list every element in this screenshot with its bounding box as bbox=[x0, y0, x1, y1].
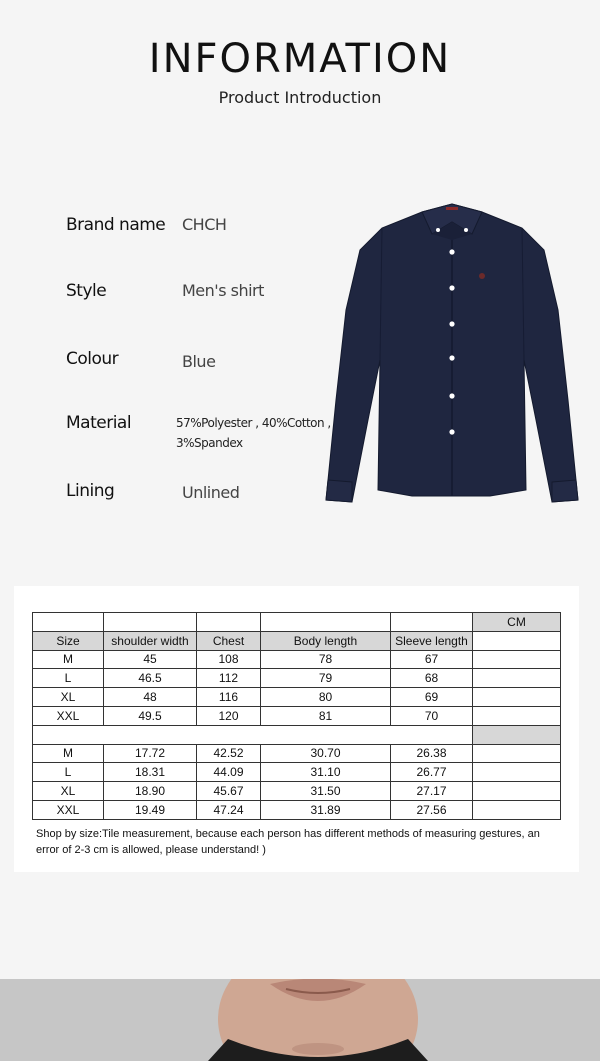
table-cell: 44.09 bbox=[197, 763, 261, 782]
table-cell: 17.72 bbox=[104, 744, 197, 763]
table-cell: XL bbox=[33, 688, 104, 707]
table-cell: 49.5 bbox=[104, 706, 197, 725]
model-face-image bbox=[0, 979, 600, 1061]
table-cell: L bbox=[33, 669, 104, 688]
size-table bbox=[32, 612, 561, 820]
table-cell: XL bbox=[33, 782, 104, 801]
attr-value: 57%Polyester , 40%Cotton , 3%Spandex bbox=[176, 416, 331, 450]
attr-value: Unlined bbox=[182, 483, 240, 502]
table-cell: 26.77 bbox=[391, 763, 473, 782]
table-row bbox=[33, 688, 561, 707]
table-cell: L bbox=[33, 763, 104, 782]
page-title: INFORMATION bbox=[148, 36, 452, 82]
attr-value: CHCH bbox=[182, 215, 227, 234]
size-chart-panel bbox=[14, 586, 579, 872]
measurement-note: Shop by size:Tile measurement, because each person has different methods of measuring gestures, an error of 2-3 cm is allowed, please understand! ) bbox=[36, 828, 540, 856]
table-cell: 18.31 bbox=[104, 763, 197, 782]
table-cell: 45 bbox=[104, 650, 197, 669]
table-cell: 116 bbox=[197, 688, 261, 707]
table-cell: 45.67 bbox=[197, 782, 261, 801]
attr-material bbox=[66, 413, 331, 457]
table-row bbox=[33, 613, 561, 632]
attr-label: Material bbox=[66, 413, 132, 433]
attr-value: Blue bbox=[182, 352, 216, 371]
table-row bbox=[33, 744, 561, 763]
table-cell: 70 bbox=[391, 706, 473, 725]
table-cell: 79 bbox=[261, 669, 391, 688]
table-cell: 80 bbox=[261, 688, 391, 707]
table-header-row bbox=[33, 631, 561, 650]
table-cell: M bbox=[33, 650, 104, 669]
attr-value: Men's shirt bbox=[182, 281, 264, 300]
attr-style bbox=[66, 281, 326, 305]
attr-label: Colour bbox=[66, 349, 119, 369]
col-header: Chest bbox=[197, 631, 261, 650]
table-cell: 30.70 bbox=[261, 744, 391, 763]
table-cell: 108 bbox=[197, 650, 261, 669]
table-cell: 18.90 bbox=[104, 782, 197, 801]
table-row bbox=[33, 782, 561, 801]
table-row bbox=[33, 650, 561, 669]
table-cell: 31.50 bbox=[261, 782, 391, 801]
table-cell: 120 bbox=[197, 706, 261, 725]
table-cell: 31.89 bbox=[261, 800, 391, 819]
shirt-image bbox=[322, 200, 582, 510]
table-cell: M bbox=[33, 744, 104, 763]
attr-colour bbox=[66, 349, 326, 373]
table-cell: 19.49 bbox=[104, 800, 197, 819]
col-header: Sleeve length bbox=[391, 631, 473, 650]
table-divider-row bbox=[33, 725, 561, 744]
attr-label: Brand name bbox=[66, 215, 166, 235]
col-header: Body length bbox=[261, 631, 391, 650]
table-cell: XXL bbox=[33, 800, 104, 819]
table-cell: 31.10 bbox=[261, 763, 391, 782]
table-row bbox=[33, 706, 561, 725]
table-cell: 78 bbox=[261, 650, 391, 669]
table-cell: 48 bbox=[104, 688, 197, 707]
col-header: shoulder width bbox=[104, 631, 197, 650]
page-subtitle: Product Introduction bbox=[218, 88, 382, 107]
table-cell: 26.38 bbox=[391, 744, 473, 763]
model-photo bbox=[0, 979, 600, 1061]
table-cell: 69 bbox=[391, 688, 473, 707]
attr-label: Style bbox=[66, 281, 107, 301]
table-cell: 42.52 bbox=[197, 744, 261, 763]
attr-brand bbox=[66, 215, 326, 239]
table-cell: 68 bbox=[391, 669, 473, 688]
table-row bbox=[33, 800, 561, 819]
col-header: Size bbox=[33, 631, 104, 650]
table-cell: 27.17 bbox=[391, 782, 473, 801]
table-cell: XXL bbox=[33, 706, 104, 725]
table-cell: 112 bbox=[197, 669, 261, 688]
table-row bbox=[33, 669, 561, 688]
table-cell: 27.56 bbox=[391, 800, 473, 819]
table-cell: 47.24 bbox=[197, 800, 261, 819]
table-cell: 81 bbox=[261, 706, 391, 725]
table-row bbox=[33, 763, 561, 782]
attr-lining bbox=[66, 481, 326, 505]
unit-label: CM bbox=[473, 613, 561, 632]
attr-label: Lining bbox=[66, 481, 115, 501]
table-cell: 46.5 bbox=[104, 669, 197, 688]
table-cell: 67 bbox=[391, 650, 473, 669]
